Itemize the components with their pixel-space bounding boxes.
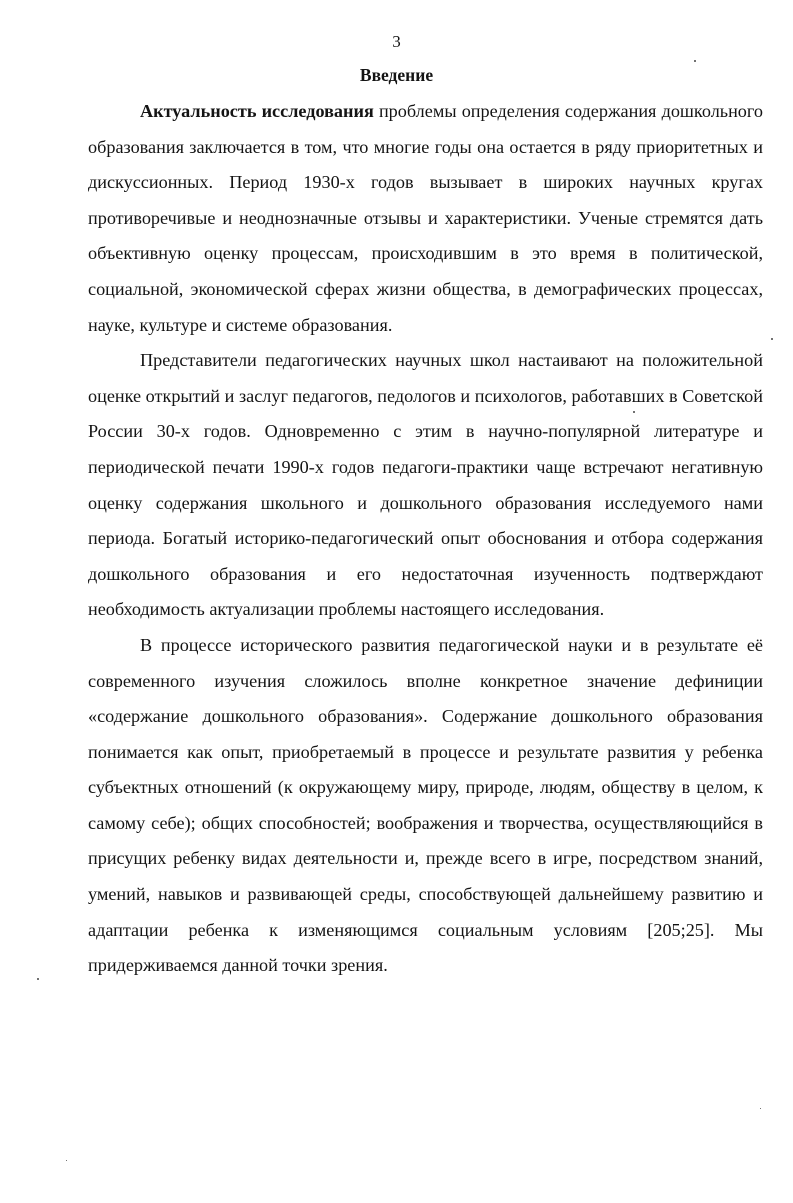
scan-speck [37, 978, 39, 980]
scan-speck [66, 1160, 67, 1161]
paragraph-text: В процессе исторического развития педагогической науки и в результате её современного изучения сложилось вполне конкретное значение дефиниции «содержание дошкольного образования». Содержание дошкольного образования понимается как опыт, приобретаемый в процессе и результате развития у ребенка субъектных отношений (к окружающему миру, природе, людям, обществу в целом, к самому себе); общих способностей; воображения и творчества, осуществляющийся в присущих ребенку видах деятельности и, прежде всего в игре, посредством знаний, умений, навыков и развивающей среды, способствующей дальнейшему развитию и адаптации ребенка к изменяющимся социальным условиям [205;25]. Мы придерживаемся данной точки зрения. [88, 634, 763, 976]
paragraph-representatives [88, 343, 763, 628]
paragraph-lead: Актуальность исследования [140, 101, 374, 121]
page-number: 3 [392, 32, 401, 51]
paragraph-text: проблемы определения содержания дошкольного образования заключается в том, что многие годы она остается в ряду приоритетных и дискуссионных. Период 1930-х годов вызывает в широких научных кругах противоречивые и неоднозначные отзывы и характеристики. Ученые стремятся дать объективную оценку процессам, происходившим в это время в политической, социальной, экономической сферах жизни общества, в демографических процессах, науке, культуре и системе образования. [88, 101, 763, 335]
paragraph-text: Представители педагогических научных школ настаивают на положительной оценке открытий и заслуг педагогов, педологов и психологов, работавших в Советской России 30-х годов. Одновременно с этим в научно-популярной литературе и периодической печати 1990-х годов педагоги-практики чаще встречают негативную оценку содержания школьного и дошкольного образования исследуемого нами периода. Богатый историко-педагогический опыт обоснования и отбора содержания дошкольного образования и его недостаточная изученность подтверждают необходимость актуализации проблемы настоящего исследования. [88, 350, 763, 620]
scan-speck [633, 411, 635, 413]
scan-speck [694, 60, 696, 62]
scan-speck [760, 1108, 761, 1109]
scan-speck [771, 338, 773, 340]
paragraph-definition [88, 628, 763, 984]
document-body [88, 94, 763, 984]
section-heading: Введение [359, 65, 434, 85]
paragraph-relevance [88, 94, 763, 343]
